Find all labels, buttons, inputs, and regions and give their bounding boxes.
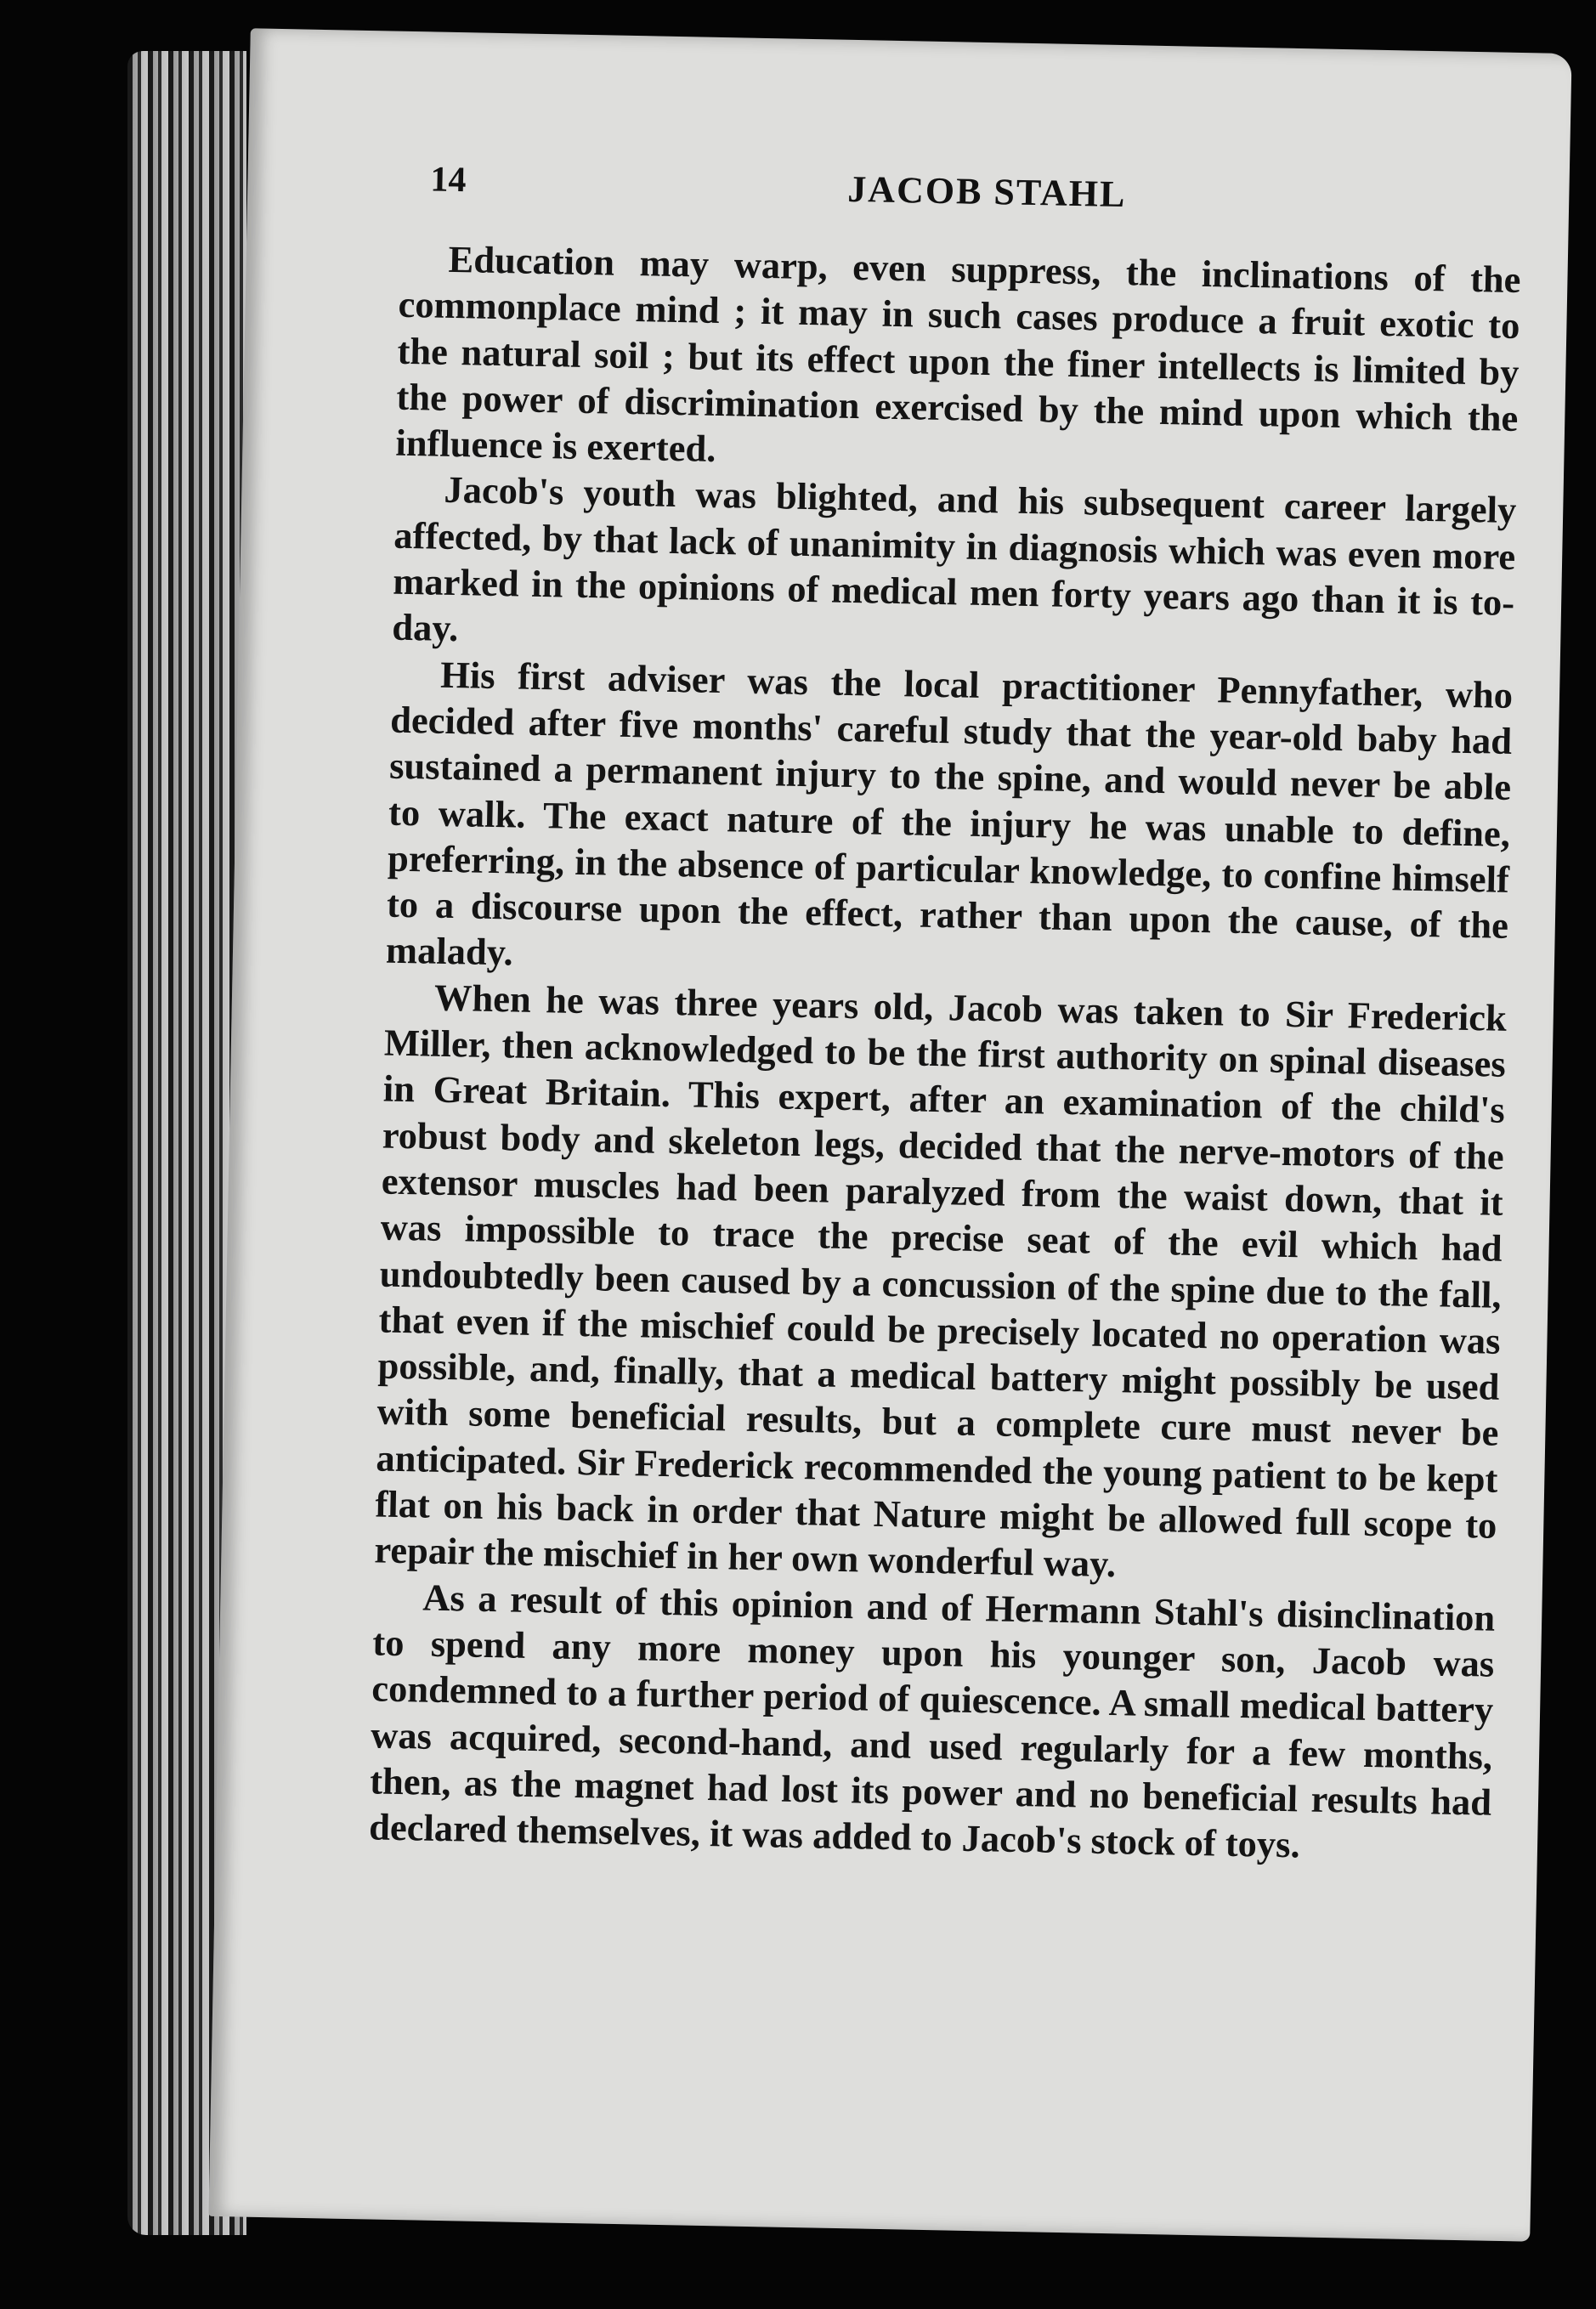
paragraph: Jacob's youth was blighted, and his subsequent career largely affected, by that lack of unanimity in diagnosis which was even more marked in the opinions of medical men forty years ago than it is to-day. <box>391 468 1517 650</box>
paragraph: His first adviser was the local practitioner Pennyfather, who decided after five months' careful study that the year-old baby had sustained a permanent injury to the spine, and would never be able to walk. The exact nature of the injury he was unable to define, preferring, in the absence of particular knowledge, to confine himself to a discourse upon the effect, rather than upon the cause, of the malady. <box>385 653 1514 974</box>
book-page <box>208 28 1571 2241</box>
paragraph: When he was three years old, Jacob was taken to Sir Frederick Miller, then acknowledged to be the first authority on spinal diseases in Great Britain. This expert, after an examination of the child's robust body and skeleton legs, decided that the nerve-motors of the extensor muscles had been paralyzed from the waist down, that it was impossible to trace the precise seat of the evil which had undoubtedly been caused by a concussion of the spine due to the fall, that even if the mischief could be precisely located no operation was possible, and, finally, that a medical battery might possibly be used with some beneficial results, but a complete cure must never be anticipated. Sir Frederick recommended the young patient to be kept flat on his back in order that Nature might be allowed full scope to repair the mischief in her own wonderful way. <box>374 976 1508 1586</box>
book-title: JACOB STAHL <box>846 167 1127 216</box>
page-number: 14 <box>430 160 467 201</box>
paragraph: As a result of this opinion and of Hermann Stahl's disinclination to spend any more money upon his younger son, Jacob was condemned to a further period of quiescence. A small medical battery was acquired, second-hand, and used regularly for a few months, then, as the magnet had lost its power and no beneficial results had declared themselves, it was added to Jacob's stock of toys. <box>368 1576 1496 1866</box>
body-text <box>369 235 1521 1871</box>
running-head <box>429 159 1543 248</box>
paragraph: Education may warp, even suppress, the inclinations of the commonplace mind ; it may in such cases produce a fruit exotic to the natural soil ; but its effect upon the finer intellects is limited by the power of discrimination exercised by the mind upon which the influence is exerted. <box>395 237 1521 471</box>
